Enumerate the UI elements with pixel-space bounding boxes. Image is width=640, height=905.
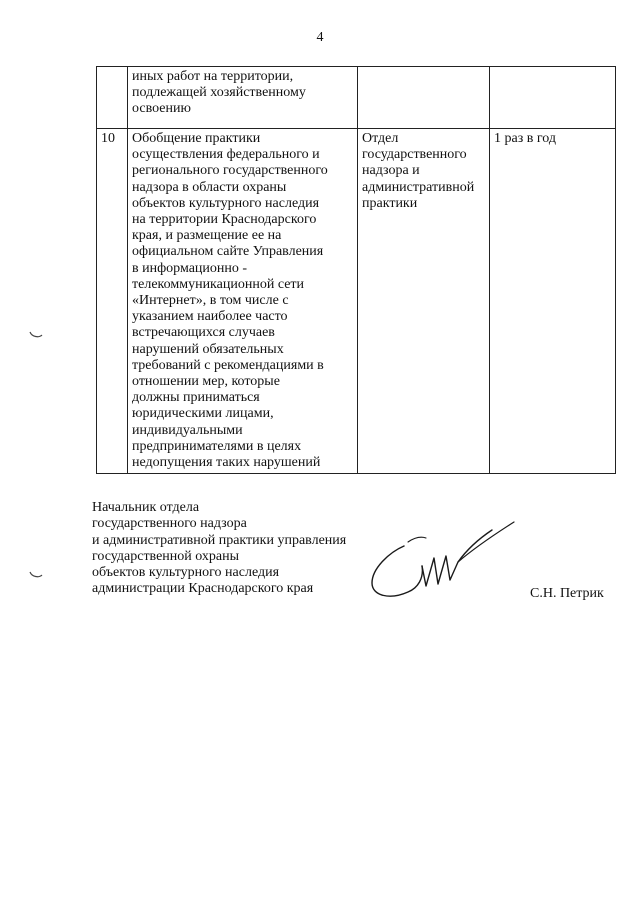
frequency-cell	[490, 67, 616, 129]
binding-mark	[28, 330, 44, 340]
row-number-cell: 10	[97, 129, 128, 474]
signer-name: С.Н. Петрик	[530, 586, 604, 601]
handwritten-signature	[360, 508, 520, 608]
plan-table	[96, 66, 616, 474]
row-number-cell	[97, 67, 128, 129]
activity-cell: Обобщение практики осуществления федерального и регионального государственного надзора в области охраны объектов культурного наследия на территории Краснодарского края, и размещение ее на официальном сайте Управления в информационно - телекоммуникационной сети «Интернет», в том числе с указанием наиболее часто встречающихся случаев нарушений обязательных требований с рекомендациями в отношении мер, которые должны приниматься юридическими лицами, индивидуальными предпринимателями в целях недопущения таких нарушений	[128, 129, 358, 474]
page-number: 4	[316, 30, 324, 45]
signer-position: Начальник отдела государственного надзора и административной практики управления государственной охраны объектов культурного наследия администрации Краснодарского края	[92, 500, 347, 597]
department-cell: Отдел государственного надзора и административной практики	[358, 129, 490, 474]
binding-mark	[28, 570, 44, 580]
frequency-cell: 1 раз в год	[490, 129, 616, 474]
table-row	[97, 129, 616, 474]
table-row	[97, 67, 616, 129]
department-cell	[358, 67, 490, 129]
activity-cell: иных работ на территории, подлежащей хозяйственному освоению	[128, 67, 358, 129]
